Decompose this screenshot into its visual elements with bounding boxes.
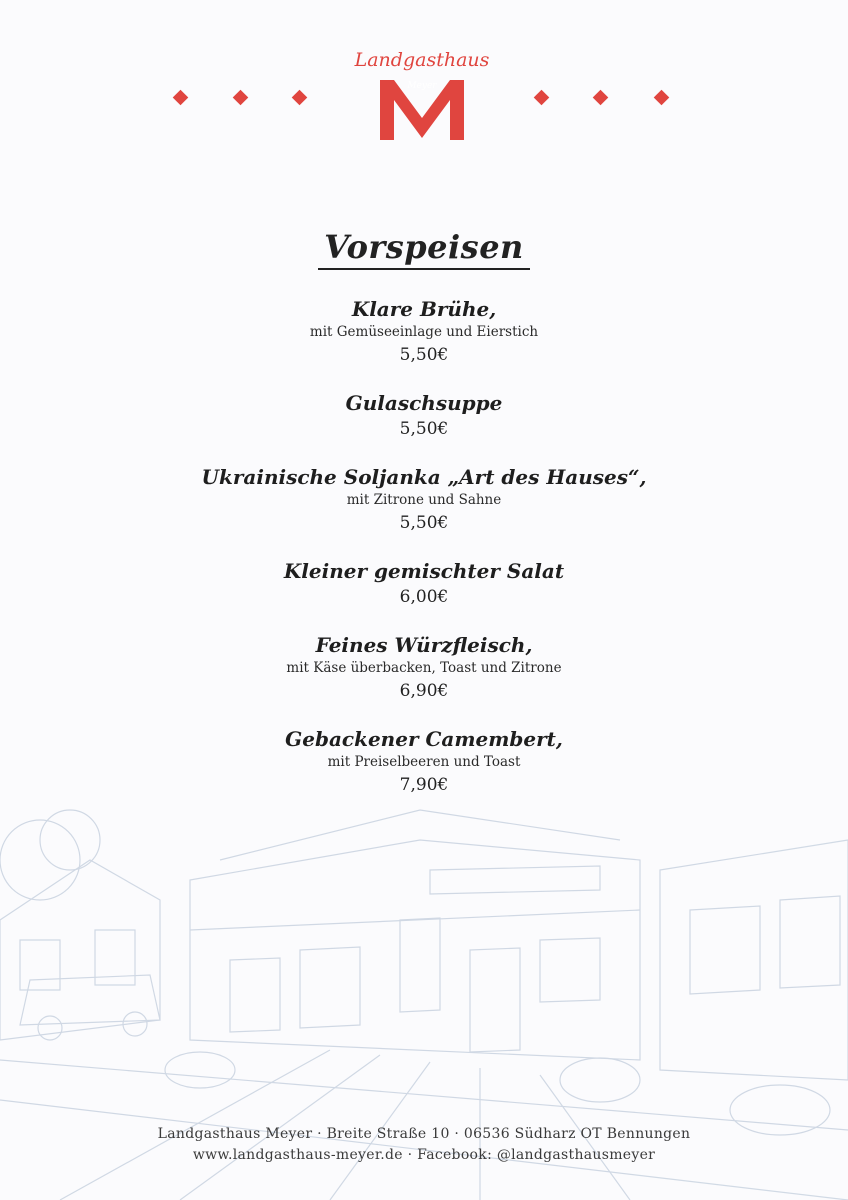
logo-subtext: Meyer xyxy=(407,81,437,91)
section-title xyxy=(0,228,848,266)
decorative-diamond-icon xyxy=(654,90,670,106)
footer-address: Landgasthaus Meyer · Breite Straße 10 · 06536 Südharz OT Bennungen xyxy=(157,1126,691,1142)
menu-items-list xyxy=(0,296,848,820)
menu-item-price: 5,50€ xyxy=(399,419,449,439)
menu-item xyxy=(0,296,848,368)
menu-item xyxy=(0,464,848,536)
menu-item-name: Ukrainische Soljanka „Art des Hauses“, xyxy=(201,465,647,489)
menu-item-description: mit Gemüseeinlage und Eierstich xyxy=(309,324,539,340)
menu-item xyxy=(0,390,848,442)
menu-item-name: Klare Brühe, xyxy=(351,297,497,321)
section-title-text: Vorspeisen xyxy=(318,228,530,270)
menu-item xyxy=(0,726,848,798)
logo-text: Landgasthaus xyxy=(354,49,490,71)
menu-item-name: Kleiner gemischter Salat xyxy=(283,559,565,583)
menu-item-description: mit Käse überbacken, Toast und Zitrone xyxy=(286,660,562,676)
landgasthaus-meyer-logo xyxy=(352,40,492,150)
menu-item-price: 7,90€ xyxy=(399,775,449,795)
menu-item xyxy=(0,558,848,610)
menu-item-name: Gulaschsuppe xyxy=(345,391,503,415)
menu-item xyxy=(0,632,848,704)
menu-item-price: 6,90€ xyxy=(399,681,449,701)
decorative-diamond-icon xyxy=(173,90,189,106)
menu-item-description: mit Preiselbeeren und Toast xyxy=(327,754,521,770)
decorative-diamond-icon xyxy=(233,90,249,106)
menu-item-name: Feines Würzfleisch, xyxy=(315,633,533,657)
menu-item-price: 5,50€ xyxy=(399,345,449,365)
decorative-diamond-icon xyxy=(534,90,550,106)
decorative-diamond-icon xyxy=(593,90,609,106)
decorative-diamond-icon xyxy=(292,90,308,106)
menu-item-name: Gebackener Camembert, xyxy=(285,727,563,751)
menu-item-price: 6,00€ xyxy=(399,587,449,607)
footer xyxy=(0,1124,848,1166)
menu-item-description: mit Zitrone und Sahne xyxy=(346,492,502,508)
footer-web-links: www.landgasthaus-meyer.de · Facebook: @landgasthausmeyer xyxy=(192,1147,656,1163)
menu-item-price: 5,50€ xyxy=(399,513,449,533)
